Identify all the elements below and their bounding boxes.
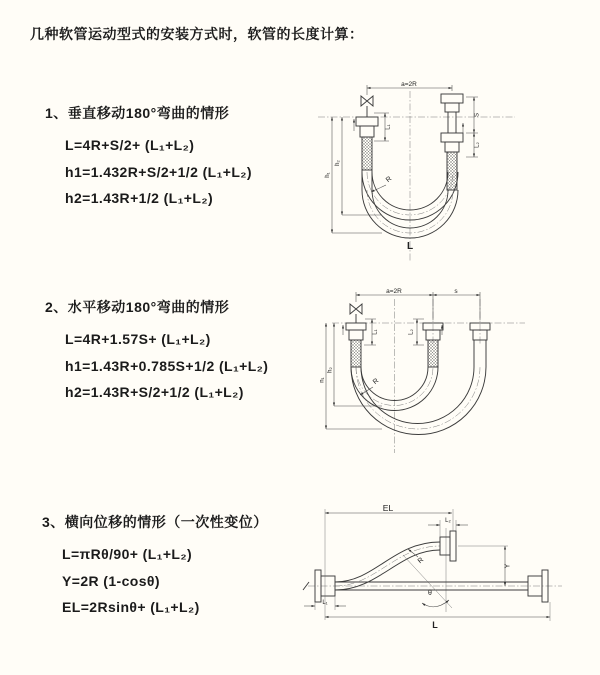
dim-label-el: EL	[382, 503, 394, 513]
section-1	[45, 103, 252, 212]
formula-line: Y=2R (1-cosθ)	[62, 572, 160, 589]
dim-label-l1: L₁	[322, 600, 328, 606]
dim-label-s: s	[454, 288, 458, 295]
formula-line: h1=1.432R+S/2+1/2 (L₁+L₂)	[65, 163, 252, 180]
radius-label: R	[371, 377, 381, 387]
section-3	[42, 512, 268, 621]
dim-label-span: a=2R	[401, 81, 417, 88]
length-label: L	[432, 620, 438, 630]
formula-line: h2=1.43R+S/2+1/2 (L₁+L₂)	[65, 384, 244, 400]
valve-icon	[361, 96, 373, 117]
dim-label-l1: L₁	[372, 329, 379, 335]
dim-label-y: Y	[504, 563, 512, 569]
dim-label-h2: h₂	[335, 160, 341, 166]
dimension-lines	[304, 503, 550, 630]
hose-assembly	[356, 94, 463, 238]
dim-label-h1: h₁	[325, 172, 331, 178]
diagram-vertical-180-bend	[310, 75, 600, 265]
dim-label-l2: L₂	[474, 142, 481, 148]
diagram-horizontal-180-bend	[320, 285, 600, 460]
formula-line: h2=1.43R+1/2 (L₁+L₂)	[65, 190, 214, 206]
hose-assembly	[346, 323, 490, 435]
radius-label: R	[384, 175, 394, 185]
centerlines	[332, 299, 525, 453]
formula-line: L=πRθ/90+ (L₁+L₂)	[62, 546, 193, 562]
dim-label-s: S	[474, 112, 481, 118]
formula-line: EL=2Rsinθ+ (L₁+L₂)	[62, 599, 200, 615]
valve-icon	[350, 304, 362, 323]
radius-label: R	[416, 556, 426, 566]
dim-label-h2: h₂	[327, 367, 334, 373]
centerlines	[318, 91, 515, 261]
dim-label-l2: L₂	[445, 518, 451, 524]
section-3-heading: 3、横向位移的情形（一次性变位）	[42, 514, 268, 530]
dim-label-l1: L₁	[385, 124, 392, 130]
length-label: L	[407, 241, 414, 252]
page-title: 几种软管运动型式的安装方式时，软管的长度计算：	[30, 26, 364, 42]
angle-label: θ	[428, 590, 432, 597]
centerlines	[303, 528, 562, 612]
formula-line: L=4R+1.57S+ (L₁+L₂)	[65, 331, 211, 347]
dim-label-l2: L₂	[408, 329, 415, 335]
formula-line: L=4R+S/2+ (L₁+L₂)	[65, 137, 195, 153]
section-1-heading: 1、垂直移动180°弯曲的情形	[45, 105, 230, 121]
section-2-heading: 2、水平移动180°弯曲的情形	[45, 299, 230, 315]
diagram-lateral-displacement	[300, 500, 600, 640]
dim-label-span: a=2R	[386, 288, 402, 295]
section-2	[45, 297, 268, 406]
formula-line: h1=1.43R+0.785S+1/2 (L₁+L₂)	[65, 357, 269, 374]
dim-label-h1: h₁	[320, 377, 326, 383]
